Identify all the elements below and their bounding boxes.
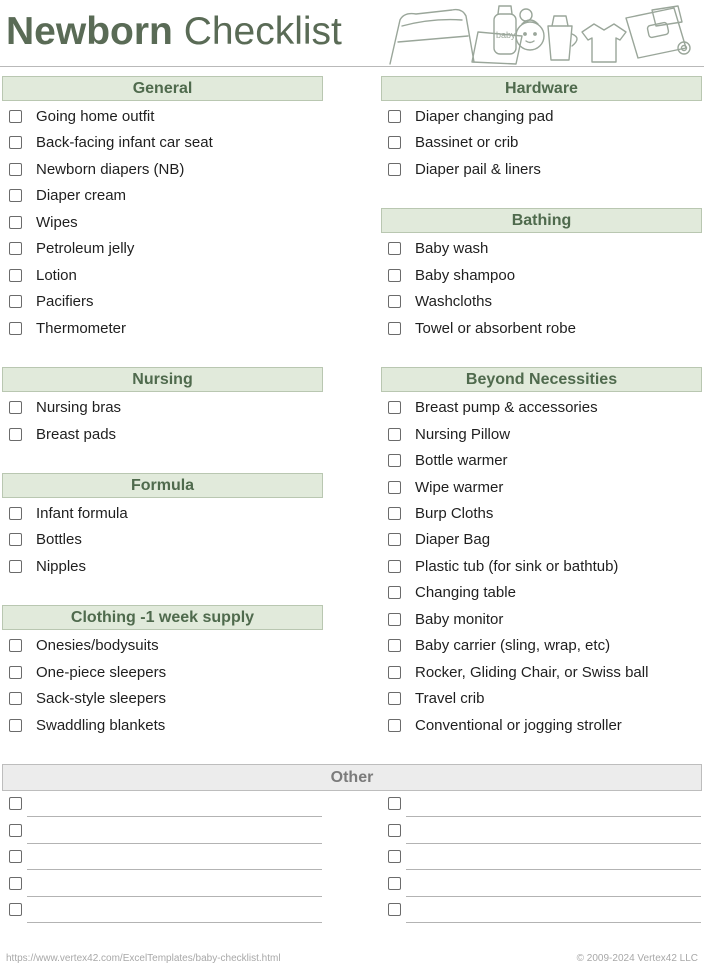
item-label: Thermometer (36, 319, 127, 337)
item-label: Baby wash (415, 239, 489, 257)
bottle-text: baby (496, 30, 516, 40)
checkbox[interactable] (9, 903, 22, 916)
blank-row[interactable] (2, 791, 322, 817)
checklist-item[interactable] (381, 685, 484, 711)
write-in-line[interactable] (406, 869, 701, 870)
item-label: Changing table (415, 583, 516, 601)
checkbox[interactable] (9, 719, 22, 732)
checkbox[interactable] (9, 163, 22, 176)
item-label: Swaddling blankets (36, 716, 166, 734)
item-label: Conventional or jogging stroller (415, 716, 622, 734)
item-label: Breast pump & accessories (415, 398, 598, 416)
item-label: Nursing Pillow (415, 425, 511, 443)
item-label: Baby shampoo (415, 266, 516, 284)
section-header-general: General (2, 76, 323, 101)
checkbox[interactable] (9, 639, 22, 652)
checkbox[interactable] (9, 692, 22, 705)
section-header-clothing: Clothing -1 week supply (2, 605, 323, 630)
checkbox[interactable] (388, 269, 401, 282)
section-header-formula: Formula (2, 473, 323, 498)
page-title (6, 10, 342, 54)
write-in-line[interactable] (27, 869, 322, 870)
blank-row[interactable] (381, 897, 701, 923)
checklist-item[interactable] (381, 103, 553, 129)
checkbox[interactable] (388, 586, 401, 599)
blank-row[interactable] (2, 871, 322, 897)
checkbox[interactable] (388, 322, 401, 335)
item-label: Nipples (36, 557, 87, 575)
item-label: Plastic tub (for sink or bathtub) (415, 557, 619, 575)
checklist-item[interactable] (2, 526, 82, 552)
blank-row[interactable] (2, 844, 322, 870)
checkbox[interactable] (9, 428, 22, 441)
item-label: Going home outfit (36, 107, 155, 125)
checkbox[interactable] (388, 613, 401, 626)
item-label: Baby monitor (415, 610, 504, 628)
checkbox[interactable] (388, 560, 401, 573)
checklist-item[interactable] (381, 526, 490, 552)
write-in-line[interactable] (406, 922, 701, 923)
footer-copyright: © 2009-2024 Vertex42 LLC (576, 953, 698, 964)
checkbox[interactable] (388, 797, 401, 810)
item-label: Pacifiers (36, 292, 94, 310)
item-label: Towel or absorbent robe (415, 319, 576, 337)
checkbox[interactable] (9, 507, 22, 520)
checklist-item[interactable] (381, 579, 516, 605)
checkbox[interactable] (9, 797, 22, 810)
title-divider (0, 66, 704, 67)
checkbox[interactable] (388, 428, 401, 441)
checkbox[interactable] (9, 824, 22, 837)
checklist-item[interactable] (381, 632, 610, 658)
checkbox[interactable] (9, 322, 22, 335)
blank-row[interactable] (381, 791, 701, 817)
blank-row[interactable] (2, 818, 322, 844)
item-label: Onesies/bodysuits (36, 636, 159, 654)
item-label: Lotion (36, 266, 77, 284)
checkbox[interactable] (388, 401, 401, 414)
checkbox[interactable] (388, 481, 401, 494)
item-label: Breast pads (36, 425, 117, 443)
item-label: Diaper Bag (415, 530, 491, 548)
section-header-hardware: Hardware (381, 76, 702, 101)
checklist-item[interactable] (2, 712, 165, 738)
checklist-item[interactable] (2, 394, 121, 420)
checkbox[interactable] (388, 110, 401, 123)
item-label: Bottle warmer (415, 451, 508, 469)
checklist-item[interactable] (381, 235, 488, 261)
checklist-item[interactable] (2, 182, 126, 208)
checkbox[interactable] (388, 877, 401, 890)
checklist-item[interactable] (2, 262, 77, 288)
item-label: Nursing bras (36, 398, 122, 416)
checkbox[interactable] (9, 533, 22, 546)
item-label: Sack-style sleepers (36, 689, 167, 707)
item-label: Rocker, Gliding Chair, or Swiss ball (415, 663, 649, 681)
checkbox[interactable] (388, 163, 401, 176)
write-in-line[interactable] (27, 816, 322, 817)
checkbox[interactable] (388, 639, 401, 652)
checklist-item[interactable] (381, 659, 648, 685)
checklist-item[interactable] (381, 606, 503, 632)
item-label: Washcloths (415, 292, 492, 310)
checklist-item[interactable] (381, 474, 503, 500)
checklist-item[interactable] (2, 685, 166, 711)
checkbox[interactable] (388, 242, 401, 255)
checkbox[interactable] (388, 136, 401, 149)
item-label: One-piece sleepers (36, 663, 167, 681)
checkbox[interactable] (9, 401, 22, 414)
item-label: Petroleum jelly (36, 239, 135, 257)
checkbox[interactable] (9, 560, 22, 573)
section-header-other: Other (2, 764, 702, 791)
item-label: Diaper cream (36, 186, 127, 204)
section-header-bathing: Bathing (381, 208, 702, 233)
checkbox[interactable] (388, 850, 401, 863)
checkbox[interactable] (9, 136, 22, 149)
item-label: Burp Cloths (415, 504, 494, 522)
checklist-item[interactable] (2, 632, 159, 658)
checklist-item[interactable] (381, 553, 618, 579)
checkbox[interactable] (9, 295, 22, 308)
checklist-item[interactable] (2, 315, 126, 341)
title-rest: Checklist (183, 10, 342, 53)
item-label: Baby carrier (sling, wrap, etc) (415, 636, 611, 654)
checklist-item[interactable] (381, 129, 518, 155)
checkbox[interactable] (9, 877, 22, 890)
checkbox[interactable] (388, 533, 401, 546)
write-in-line[interactable] (27, 922, 322, 923)
checklist-item[interactable] (2, 288, 94, 314)
checkbox[interactable] (388, 719, 401, 732)
checkbox[interactable] (388, 824, 401, 837)
checklist-item[interactable] (381, 712, 622, 738)
checkbox[interactable] (9, 666, 22, 679)
footer-url[interactable]: https://www.vertex42.com/ExcelTemplates/baby-checklist.html (6, 953, 281, 964)
checkbox[interactable] (9, 110, 22, 123)
checklist-item[interactable] (2, 156, 184, 182)
checklist-item[interactable] (2, 553, 86, 579)
checkbox[interactable] (9, 242, 22, 255)
checkbox[interactable] (388, 666, 401, 679)
checklist-item[interactable] (2, 421, 116, 447)
checkbox[interactable] (388, 454, 401, 467)
checkbox[interactable] (9, 269, 22, 282)
item-label: Diaper changing pad (415, 107, 554, 125)
blank-row[interactable] (381, 844, 701, 870)
section-header-nursing: Nursing (2, 367, 323, 392)
checklist-item[interactable] (381, 156, 541, 182)
item-label: Travel crib (415, 689, 485, 707)
blank-row[interactable] (2, 897, 322, 923)
baby-items-illustration-icon (382, 2, 700, 66)
checkbox[interactable] (388, 507, 401, 520)
checkbox[interactable] (9, 216, 22, 229)
checklist-item[interactable] (2, 129, 213, 155)
checkbox[interactable] (388, 295, 401, 308)
checklist-item[interactable] (381, 421, 510, 447)
checkbox[interactable] (9, 850, 22, 863)
checklist-item[interactable] (381, 394, 598, 420)
checklist-item[interactable] (2, 500, 128, 526)
checklist-item[interactable] (381, 262, 515, 288)
section-header-beyond-necessities: Beyond Necessities (381, 367, 702, 392)
write-in-line[interactable] (406, 816, 701, 817)
blank-row[interactable] (381, 871, 701, 897)
item-label: Diaper pail & liners (415, 160, 541, 178)
checkbox[interactable] (388, 692, 401, 705)
checklist-item[interactable] (2, 235, 134, 261)
checklist-item[interactable] (381, 447, 508, 473)
item-label: Back-facing infant car seat (36, 133, 213, 151)
checklist-item[interactable] (2, 209, 78, 235)
item-label: Bassinet or crib (415, 133, 519, 151)
checklist-item[interactable] (381, 315, 576, 341)
item-label: Infant formula (36, 504, 128, 522)
checkbox[interactable] (9, 189, 22, 202)
item-label: Wipe warmer (415, 478, 504, 496)
checklist-item[interactable] (2, 659, 166, 685)
title-bold: Newborn (6, 10, 173, 53)
checkbox[interactable] (388, 903, 401, 916)
item-label: Wipes (36, 213, 78, 231)
checklist-item[interactable] (2, 103, 154, 129)
checklist-item[interactable] (381, 288, 492, 314)
blank-row[interactable] (381, 818, 701, 844)
item-label: Bottles (36, 530, 82, 548)
checklist-item[interactable] (381, 500, 493, 526)
item-label: Newborn diapers (NB) (36, 160, 185, 178)
